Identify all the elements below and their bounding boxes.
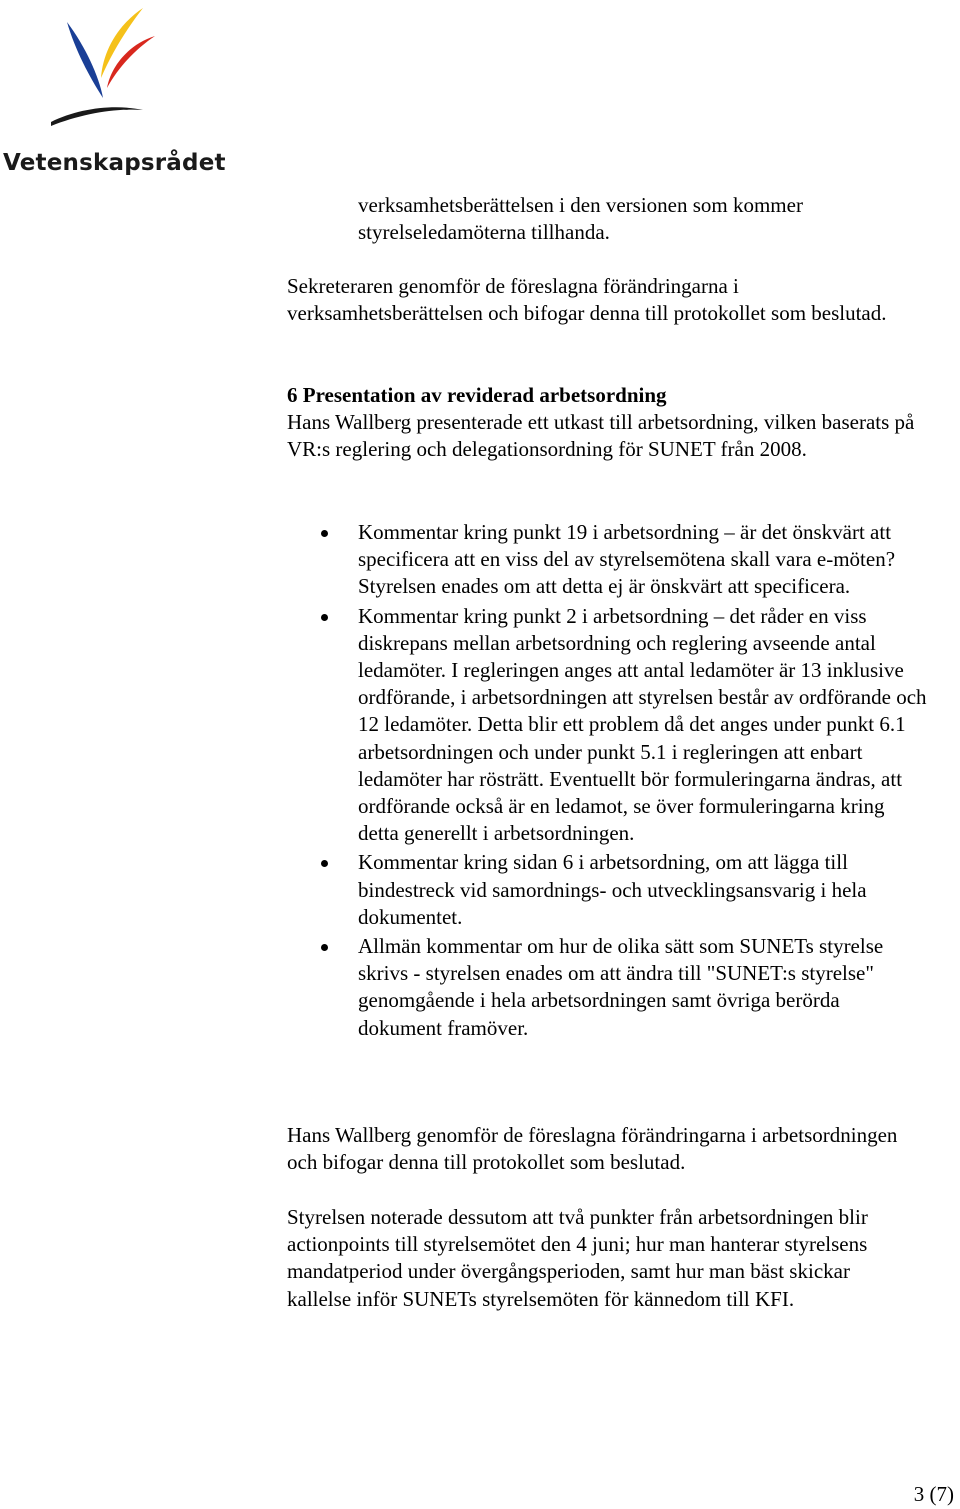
bullet-icon [321, 614, 328, 621]
list-item [358, 519, 928, 601]
section-heading: 6 Presentation av reviderad arbetsordning [287, 383, 667, 407]
list-item-text: Allmän kommentar om hur de olika sätt som SUNETs styrelse skrivs - styrelsen enades om att ändra till "SUNET:s styrelse" genomgående i hela arbetsordningen samt övriga berörda dokument framöver. [358, 934, 884, 1040]
paragraph-continuation: verksamhetsberättelsen i den versionen som kommer styrelseledamöterna tillhanda. [358, 193, 803, 245]
list-item-text: Kommentar kring punkt 19 i arbetsordning – är det önskvärt att specificera att en viss del av styrelsemötena skall vara e-möten? Styrelsen enades om att detta ej är önskvärt att specificera. [358, 520, 896, 599]
bullet-icon [321, 860, 328, 867]
organization-logo [0, 0, 226, 185]
bullet-icon [321, 944, 328, 951]
comment-list [358, 519, 928, 1044]
page-number: 3 (7) [913, 1482, 954, 1506]
list-item [358, 849, 928, 931]
paragraph-wallberg-implements: Hans Wallberg genomför de föreslagna förändringarna i arbetsordningen och bifogar denna till protokollet som beslutad. [287, 1123, 898, 1175]
list-item-text: Kommentar kring sidan 6 i arbetsordning, om att lägga till bindestreck vid samordnings- och utvecklingsansvarig i hela dokumentet. [358, 850, 867, 929]
list-item [358, 933, 928, 1042]
bullet-icon [321, 530, 328, 537]
paragraph-board-notes: Styrelsen noterade dessutom att två punkter från arbetsordningen blir actionpoints till styrelsemötet den 4 juni; hur man hanterar styrelsens mandatperiod under övergångsperioden, samt hur man bäst skickar kallelse inför SUNETs styrelsemöten för kännedom till KFI. [287, 1205, 868, 1311]
paragraph-presentation: Hans Wallberg presenterade ett utkast till arbetsordning, vilken baserats på VR:s reglering och delegationsordning för SUNET från 2008. [287, 410, 915, 462]
list-item-text: Kommentar kring punkt 2 i arbetsordning – det råder en viss diskrepans mellan arbetsordning och reglering avseende antal ledamöter. I regleringen anges att antal ledamöter är 13 inklusive ordförande, i arbetsordningen att styrelsen består av ordförande och 12 ledamöter. Detta blir ett problem då det anges under punkt 6.1 arbetsordningen och under punkt 5.1 i regleringen att enbart ledamöter har rösträtt. Eventuellt bör formuleringarna ändras, att ordförande också är en ledamot, se över formuleringarna kring detta generellt i arbetsordningen. [358, 603, 927, 846]
paragraph-secretary: Sekreteraren genomför de föreslagna förändringarna i verksamhetsberättelsen och bifogar denna till protokollet som beslutad. [287, 274, 887, 326]
vetenskapsradet-logo-icon [45, 0, 175, 130]
logo-wordmark: Vetenskapsrådet [3, 150, 226, 176]
list-item [358, 603, 928, 848]
